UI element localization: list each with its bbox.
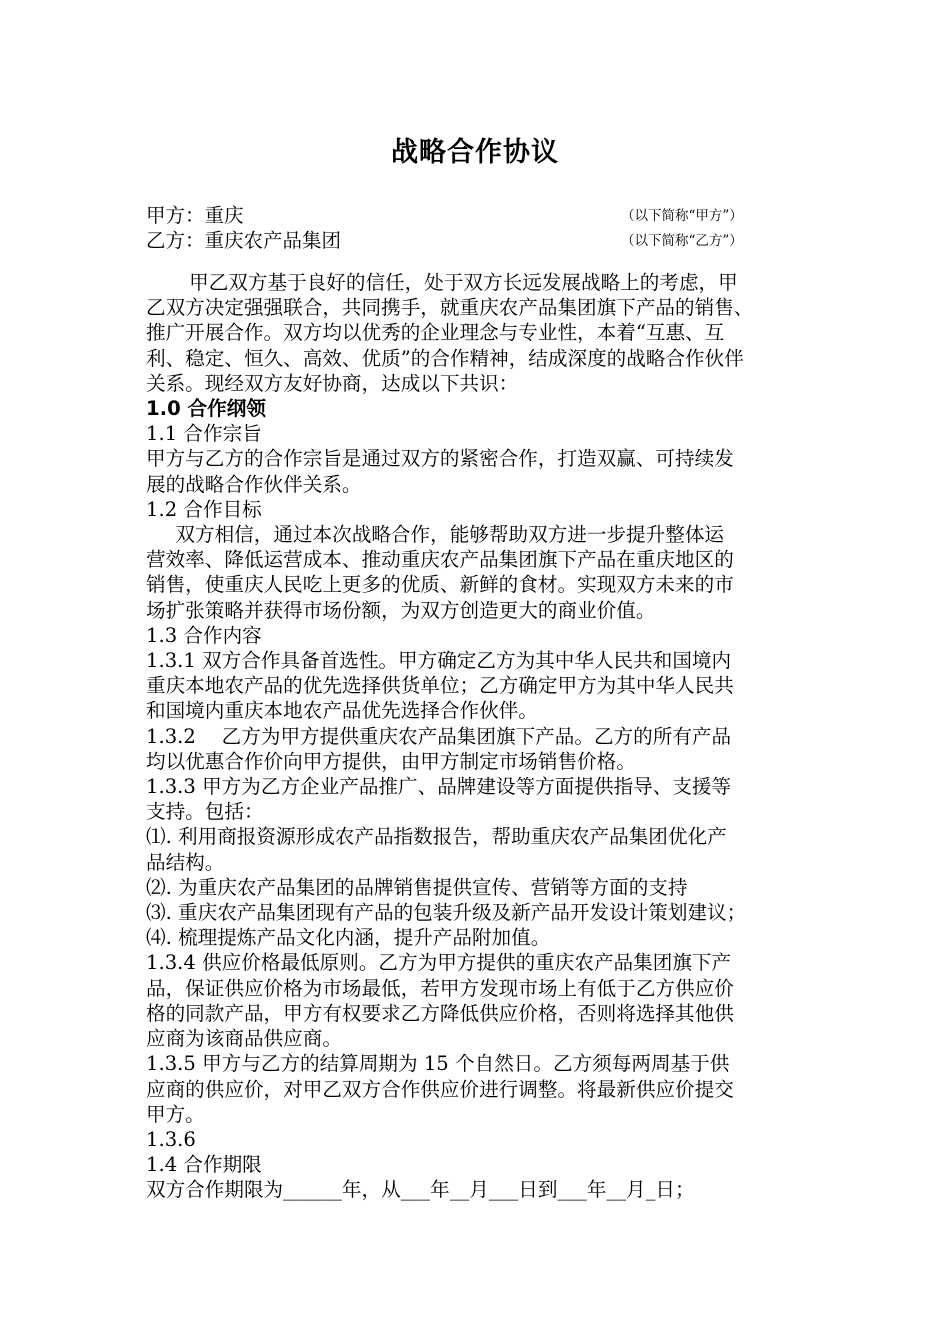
intro-line: 推广开展合作。双方均以优秀的企业理念与专业性，本着“互惠、互 — [146, 321, 725, 345]
intro-line: 利、稳定、恒久、高效、优质”的合作精神，结成深度的战略合作伙伴 — [146, 346, 744, 370]
section-heading-1-1: 1.1 合作宗旨 — [146, 422, 262, 446]
clause-line: 应商为该商品供应商。 — [146, 1027, 342, 1051]
clause-line: 重庆本地农产品的优先选择供货单位；乙方确定甲方为其中华人民共 — [146, 674, 734, 698]
party-a-name: 甲方：重庆 — [146, 204, 244, 227]
intro-line: 关系。现经双方友好协商，达成以下共识： — [146, 371, 519, 395]
paragraph-line: 销售，使重庆人民吃上更多的优质、新鲜的食材。实现双方未来的市 — [146, 573, 734, 597]
clause-line: 甲方。 — [146, 1102, 205, 1126]
list-item-line: ⑷. 梳理提炼产品文化内涵，提升产品附加值。 — [146, 926, 551, 950]
party-b-note: （以下简称“乙方”） — [621, 233, 743, 249]
clause-line: 1.3.6 — [146, 1127, 196, 1151]
term-line: 双方合作期限为______年，从___年__月___日到___年__月_日； — [146, 1178, 695, 1202]
clause-line: 1.3.3 甲方为乙方企业产品推广、品牌建设等方面提供指导、支援等 — [146, 775, 732, 799]
party-b-name: 乙方：重庆农产品集团 — [146, 229, 342, 252]
document-title: 战略合作协议 — [391, 137, 559, 168]
party-a-note: （以下简称“甲方”） — [621, 208, 743, 224]
paragraph-line: 场扩张策略并获得市场份额，为双方创造更大的商业价值。 — [146, 598, 656, 622]
clause-line: 支持。包括： — [146, 800, 264, 824]
clause-line: 应商的供应价，对甲乙双方合作供应价进行调整。将最新供应价提交 — [146, 1077, 734, 1101]
clause-line: 1.3.1 双方合作具备首选性。甲方确定乙方为其中华人民共和国境内 — [146, 649, 732, 673]
intro-line: 乙双方决定强强联合，共同携手，就重庆农产品集团旗下产品的销售、 — [146, 296, 754, 320]
clause-line: 1.3.4 供应价格最低原则。乙方为甲方提供的重庆农产品集团旗下产 — [146, 951, 732, 975]
paragraph-line: 营效率、降低运营成本、推动重庆农产品集团旗下产品在重庆地区的 — [146, 548, 734, 572]
paragraph-line: 双方相信，通过本次战略合作，能够帮助双方进一步提升整体运 — [175, 523, 725, 547]
list-item-line: ⑶. 重庆农产品集团现有产品的包装升级及新产品开发设计策划建议； — [146, 901, 747, 925]
party-a-line — [146, 200, 786, 226]
clause-line: 1.3.2 乙方为甲方提供重庆农产品集团旗下产品。乙方的所有产品 — [146, 724, 732, 748]
list-item-line: ⑵. 为重庆农产品集团的品牌销售提供宣传、营销等方面的支持 — [146, 875, 688, 899]
document-body — [146, 270, 818, 1203]
clause-line: 和国境内重庆本地农产品优先选择合作伙伴。 — [146, 699, 538, 723]
clause-line: 均以优惠合作价向甲方提供，由甲方制定市场销售价格。 — [146, 749, 636, 773]
clause-line: 格的同款产品，甲方有权要求乙方降低供应价格，否则将选择其他供 — [146, 1001, 734, 1025]
clause-line: 1.3.5 甲方与乙方的结算周期为 15 个自然日。乙方须每两周基于供 — [146, 1052, 730, 1076]
section-heading-1-3: 1.3 合作内容 — [146, 623, 262, 647]
clause-line: 品，保证供应价格为市场最低，若甲方发现市场上有低于乙方供应价 — [146, 976, 734, 1000]
party-b-line — [146, 225, 786, 251]
section-heading-1-2: 1.2 合作目标 — [146, 497, 262, 521]
paragraph-line: 展的战略合作伙伴关系。 — [146, 472, 362, 496]
list-item-line: ⑴. 利用商报资源形成农产品指数报告，帮助重庆农产品集团优化产 — [146, 825, 727, 849]
intro-line: 甲乙双方基于良好的信任，处于双方长远发展战略上的考虑，甲 — [189, 271, 738, 294]
section-heading-1-4: 1.4 合作期限 — [146, 1153, 262, 1177]
list-item-line: 品结构。 — [146, 850, 225, 874]
section-heading-1-0: 1.0 合作纲领 — [146, 397, 266, 421]
paragraph-line: 甲方与乙方的合作宗旨是通过双方的紧密合作，打造双赢、可持续发 — [146, 447, 734, 471]
